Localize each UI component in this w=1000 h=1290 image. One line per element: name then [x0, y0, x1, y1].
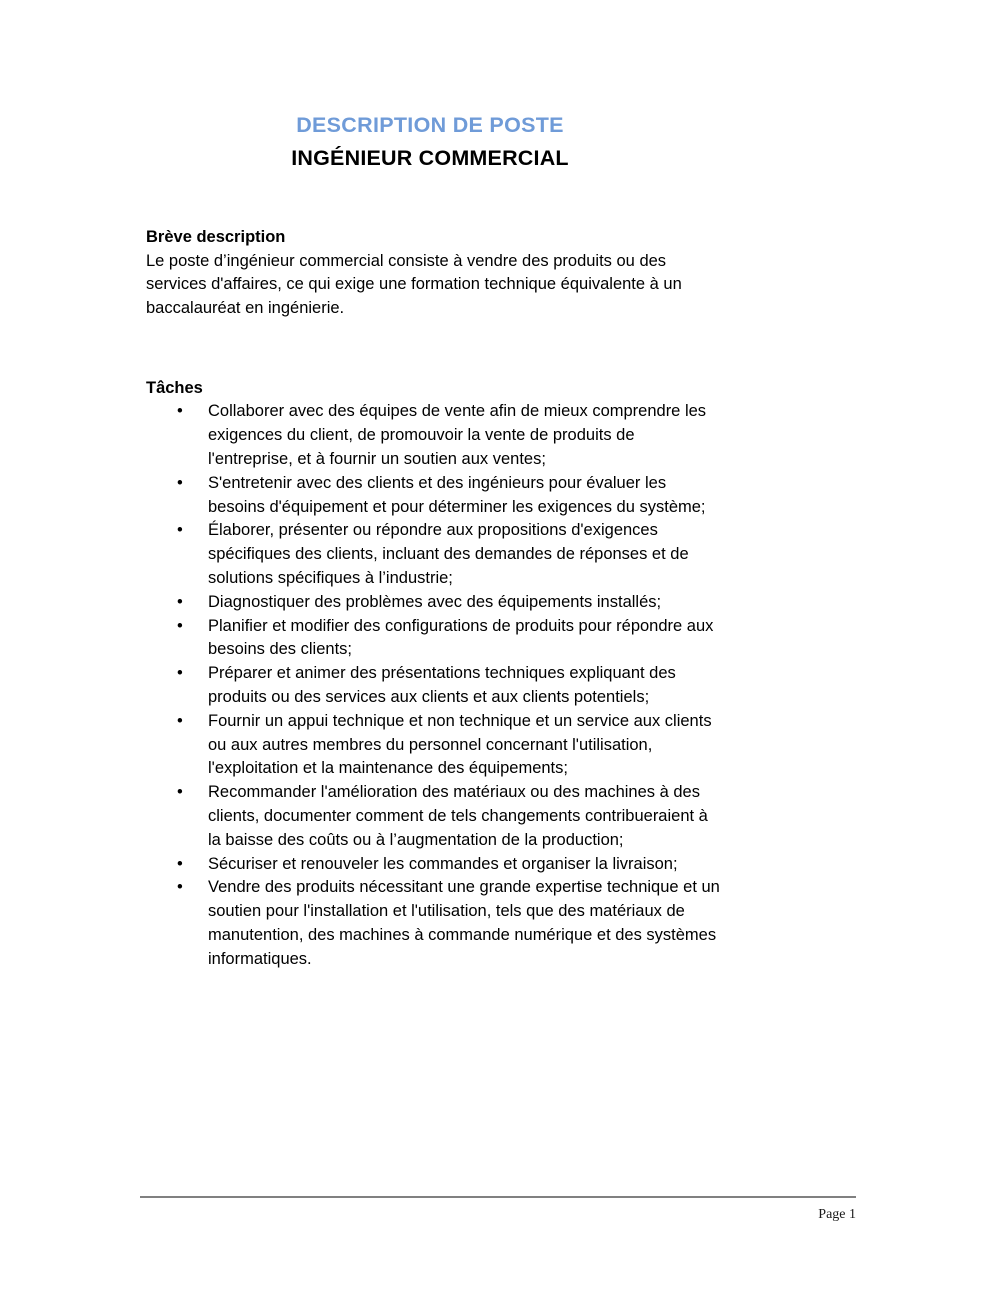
bullet-icon: • [177, 616, 183, 635]
task-list-item [146, 876, 721, 971]
task-list-item-text: Sécuriser et renouveler les commandes et organiser la livraison; [208, 854, 678, 873]
bullet-icon: • [177, 854, 183, 873]
task-list-item-text: Collaborer avec des équipes de vente afin de mieux comprendre les exigences du client, de promouvoir la vente de produits de l'entreprise, et à fournir un soutien aux ventes; [208, 402, 707, 468]
tasks-heading: Tâches [146, 378, 203, 397]
bullet-icon: • [177, 402, 183, 421]
task-list-item [146, 400, 721, 471]
bullet-icon: • [177, 473, 183, 492]
title-block [140, 112, 720, 172]
bullet-icon: • [177, 664, 183, 683]
task-list-item-text: Préparer et animer des présentations techniques expliquant des produits ou des services aux clients et aux clients potentiels; [208, 664, 676, 706]
section-tasks [146, 377, 726, 972]
task-list-item [146, 781, 721, 852]
task-list-item [146, 519, 721, 590]
page-title: DESCRIPTION DE POSTE [296, 113, 564, 137]
task-list-item-text: S'entretenir avec des clients et des ingénieurs pour évaluer les besoins d'équipement et pour déterminer les exigences du système; [208, 473, 706, 516]
task-list-item-text: Recommander l'amélioration des matériaux ou des machines à des clients, documenter comment de tels changements contribueraient à la baisse des coûts ou à l’augmentation de la production; [208, 783, 708, 849]
task-list-item-text: Vendre des produits nécessitant une grande expertise technique et un soutien pour l'installation et l'utilisation, tels que des matériaux de manutention, des machines à commande numérique et des systèmes informatiques. [208, 878, 720, 968]
task-list-item-text: Fournir un appui technique et non technique et un service aux clients ou aux autres membres du personnel concernant l'utilisation, l'exploitation et la maintenance des équipements; [208, 711, 712, 778]
task-list-item-text: Planifier et modifier des configurations de produits pour répondre aux besoins des clients; [208, 616, 714, 659]
tasks-list [146, 400, 721, 971]
task-list-item [146, 472, 721, 520]
document-body [146, 226, 726, 972]
bullet-icon: • [177, 711, 183, 730]
task-list-item [146, 710, 721, 781]
task-list-item [146, 615, 721, 663]
page-footer [140, 1196, 856, 1224]
page-subtitle: INGÉNIEUR COMMERCIAL [291, 146, 569, 170]
brief-description-paragraph: Le poste d’ingénieur commercial consiste à vendre des produits ou des services d'affaires, ce qui exige une formation technique équivalente à un baccalauréat en ingénierie. [146, 251, 682, 318]
bullet-icon: • [177, 521, 183, 540]
task-list-item [146, 853, 721, 877]
section-spacer [146, 321, 726, 377]
task-list-item-text: Diagnostiquer des problèmes avec des équipements installés; [208, 592, 662, 611]
task-list-item [146, 591, 721, 615]
bullet-icon: • [177, 783, 183, 802]
bullet-icon: • [177, 592, 183, 611]
task-list-item [146, 662, 721, 710]
bullet-icon: • [177, 878, 183, 897]
task-list-item-text: Élaborer, présenter ou répondre aux propositions d'exigences spécifiques des clients, incluant des demandes de réponses et de solutions spécifiques à l’industrie; [208, 521, 689, 587]
section-brief-description [146, 226, 726, 321]
page-number: Page 1 [818, 1207, 856, 1222]
brief-description-heading: Brève description [146, 228, 286, 246]
